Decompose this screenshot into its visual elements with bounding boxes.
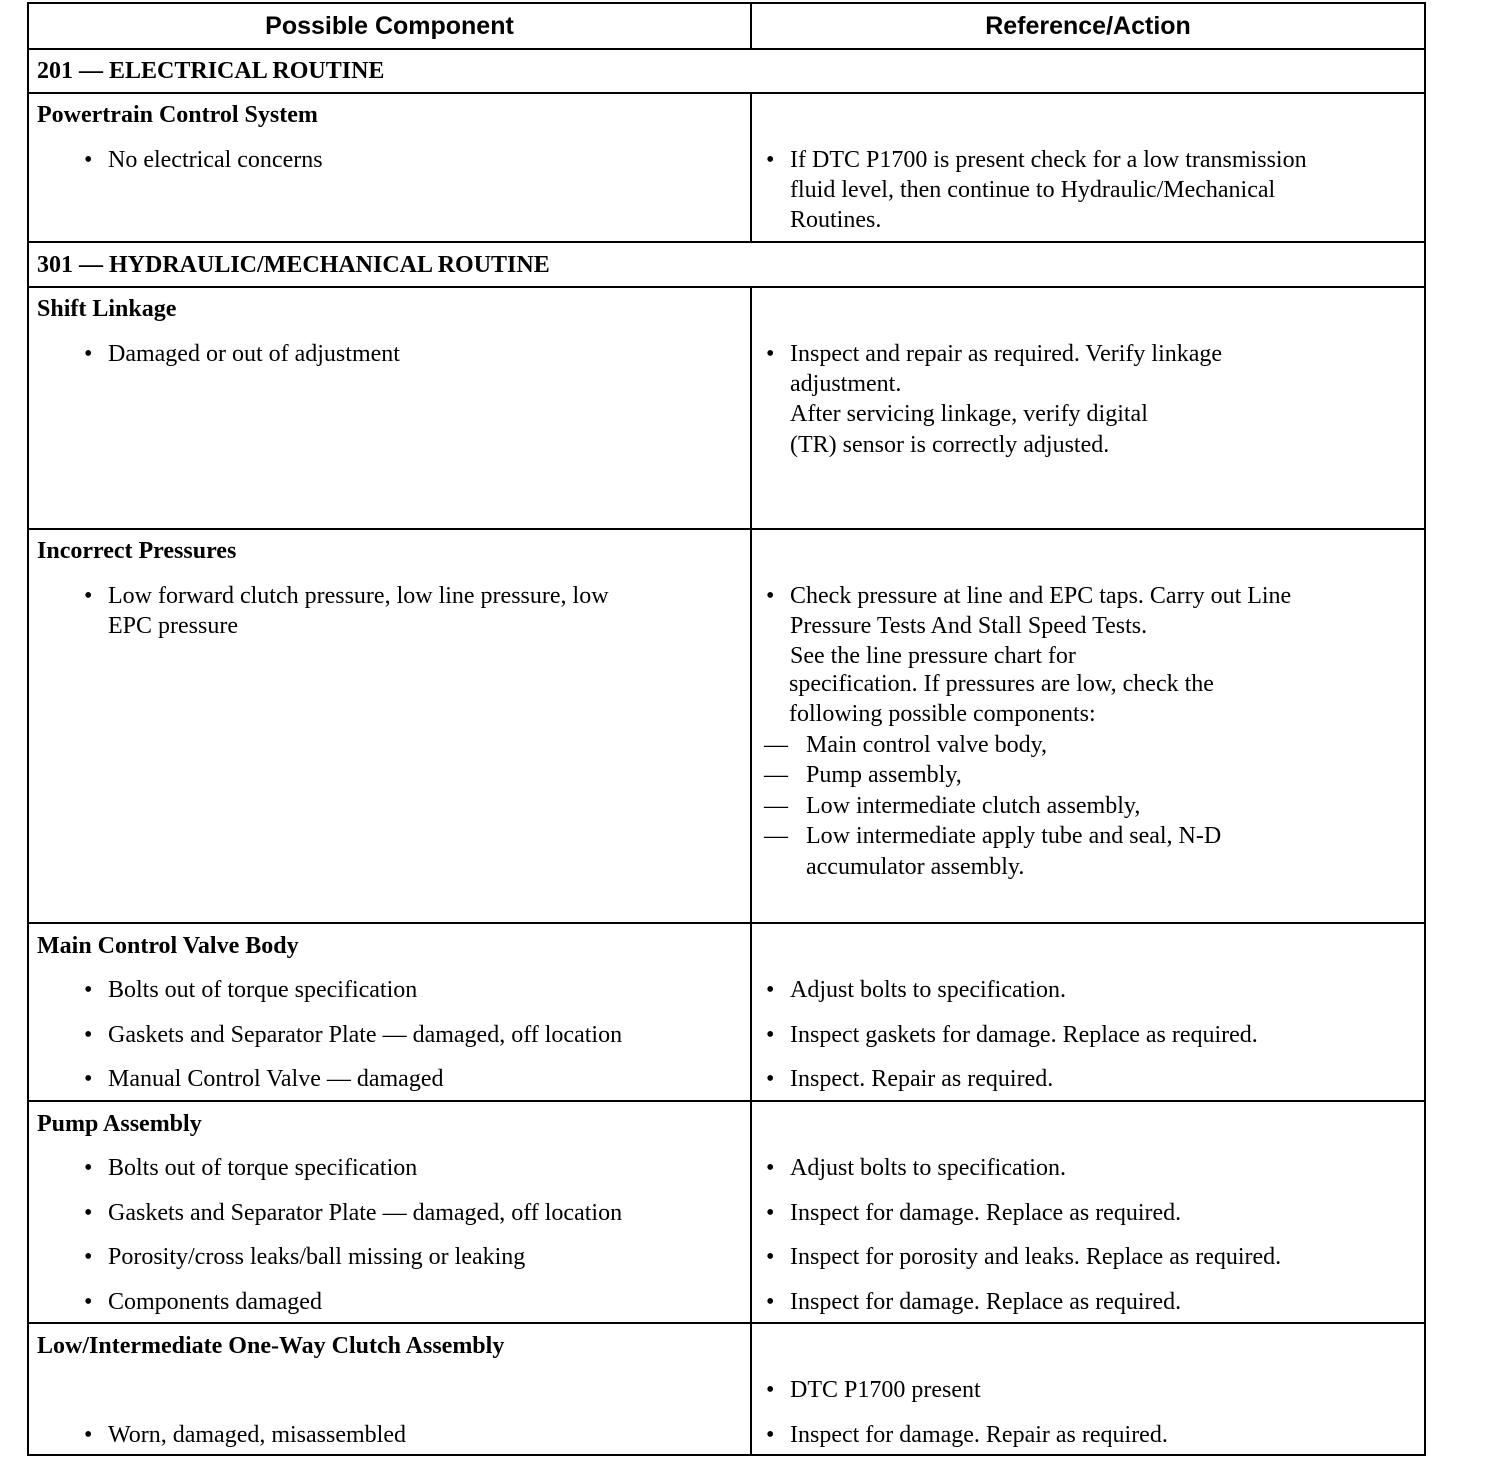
bullet: • [766, 1066, 775, 1092]
dash-symbol: — [764, 732, 788, 758]
shift-linkage-title: Shift Linkage [37, 296, 177, 322]
pump-component-text: Porosity/cross leaks/ball missing or leaking [108, 1244, 526, 1270]
powertrain-action-line: If DTC P1700 is present check for a low transmission [790, 147, 1307, 173]
pump-action-text: Inspect for damage. Replace as required. [790, 1289, 1182, 1315]
pump-action-text: Inspect for porosity and leaks. Replace as required. [790, 1244, 1282, 1270]
row-divider [29, 286, 1424, 288]
bullet: • [766, 1377, 775, 1403]
bullet: • [84, 147, 93, 173]
bullet: • [766, 1155, 775, 1181]
bullet: • [84, 1422, 93, 1448]
diagnosis-table [27, 2, 1426, 1456]
main-control-action-text: Adjust bolts to specification. [790, 977, 1066, 1003]
incorrect-pressures-action-line: See the line pressure chart for [790, 643, 1076, 669]
bullet: • [766, 1022, 775, 1048]
pump-title: Pump Assembly [37, 1111, 202, 1137]
shift-linkage-action-line: (TR) sensor is correctly adjusted. [790, 432, 1110, 458]
dash-symbol: — [764, 762, 788, 788]
shift-linkage-action-line: adjustment. [790, 371, 902, 397]
incorrect-pressures-action-line: following possible components: [789, 701, 1096, 727]
bullet: • [84, 1200, 93, 1226]
row-divider [29, 1100, 1424, 1102]
dash-item-text: Main control valve body, [806, 732, 1048, 758]
main-control-component-text: Manual Control Valve — damaged [108, 1066, 444, 1092]
bullet: • [84, 1244, 93, 1270]
bullet: • [84, 1066, 93, 1092]
header-reference-action: Reference/Action [985, 11, 1191, 40]
bullet: • [84, 1289, 93, 1315]
main-control-title: Main Control Valve Body [37, 933, 299, 959]
pump-action-text: Inspect for damage. Replace as required. [790, 1200, 1182, 1226]
bullet: • [84, 1022, 93, 1048]
shift-linkage-component-text: Damaged or out of adjustment [108, 341, 400, 367]
main-control-action-text: Inspect gaskets for damage. Replace as required. [790, 1022, 1258, 1048]
pump-action-text: Adjust bolts to specification. [790, 1155, 1066, 1181]
main-control-component-text: Gaskets and Separator Plate — damaged, off location [108, 1022, 623, 1048]
dash-symbol: — [764, 793, 788, 819]
row-divider [29, 922, 1424, 924]
powertrain-component-text: No electrical concerns [108, 147, 323, 173]
bullet: • [766, 1289, 775, 1315]
bullet: • [766, 583, 775, 609]
pump-component-text: Bolts out of torque specification [108, 1155, 418, 1181]
shift-linkage-action-line: Inspect and repair as required. Verify linkage [790, 341, 1223, 367]
dash-item-continuation: accumulator assembly. [806, 854, 1025, 880]
bullet: • [766, 1244, 775, 1270]
dash-symbol: — [764, 823, 788, 849]
one-way-clutch-action-text: DTC P1700 present [790, 1377, 981, 1403]
section-electrical-routine: 201 — ELECTRICAL ROUTINE [37, 58, 385, 84]
row-divider [29, 241, 1424, 243]
shift-linkage-action-line: After servicing linkage, verify digital [790, 401, 1148, 427]
incorrect-pressures-action-line: specification. If pressures are low, check the [789, 671, 1214, 697]
row-divider [29, 528, 1424, 530]
pump-component-text: Gaskets and Separator Plate — damaged, off location [108, 1200, 623, 1226]
dash-item-text: Low intermediate apply tube and seal, N-D [806, 823, 1222, 849]
one-way-clutch-title: Low/Intermediate One-Way Clutch Assembly [37, 1333, 505, 1359]
bullet: • [766, 1422, 775, 1448]
main-control-action-text: Inspect. Repair as required. [790, 1066, 1054, 1092]
header-possible-component: Possible Component [265, 11, 514, 40]
one-way-clutch-action-text: Inspect for damage. Repair as required. [790, 1422, 1168, 1448]
incorrect-pressures-title: Incorrect Pressures [37, 538, 237, 564]
main-control-component-text: Bolts out of torque specification [108, 977, 418, 1003]
powertrain-title: Powertrain Control System [37, 102, 318, 128]
bullet: • [766, 977, 775, 1003]
bullet: • [766, 341, 775, 367]
pump-component-text: Components damaged [108, 1289, 322, 1315]
row-divider [29, 92, 1424, 94]
row-divider [29, 1322, 1424, 1324]
bullet: • [766, 147, 775, 173]
section-hydraulic-routine: 301 — HYDRAULIC/MECHANICAL ROUTINE [37, 252, 550, 278]
bullet: • [84, 977, 93, 1003]
row-divider [29, 48, 1424, 50]
column-divider [750, 286, 752, 1456]
powertrain-action-line: Routines. [790, 207, 882, 233]
incorrect-pressures-action-line: Pressure Tests And Stall Speed Tests. [790, 613, 1148, 639]
incorrect-pressures-component-line: Low forward clutch pressure, low line pressure, low [108, 583, 609, 609]
dash-item-text: Low intermediate clutch assembly, [806, 793, 1141, 819]
bullet: • [766, 1200, 775, 1226]
one-way-clutch-component-text: Worn, damaged, misassembled [108, 1422, 406, 1448]
column-divider [750, 92, 752, 241]
bullet: • [84, 1155, 93, 1181]
bullet: • [84, 341, 93, 367]
powertrain-action-line: fluid level, then continue to Hydraulic/Mechanical [790, 177, 1276, 203]
dash-item-text: Pump assembly, [806, 762, 962, 788]
bullet: • [84, 583, 93, 609]
incorrect-pressures-component-line: EPC pressure [108, 613, 238, 639]
incorrect-pressures-action-line: Check pressure at line and EPC taps. Carry out Line [790, 583, 1292, 609]
